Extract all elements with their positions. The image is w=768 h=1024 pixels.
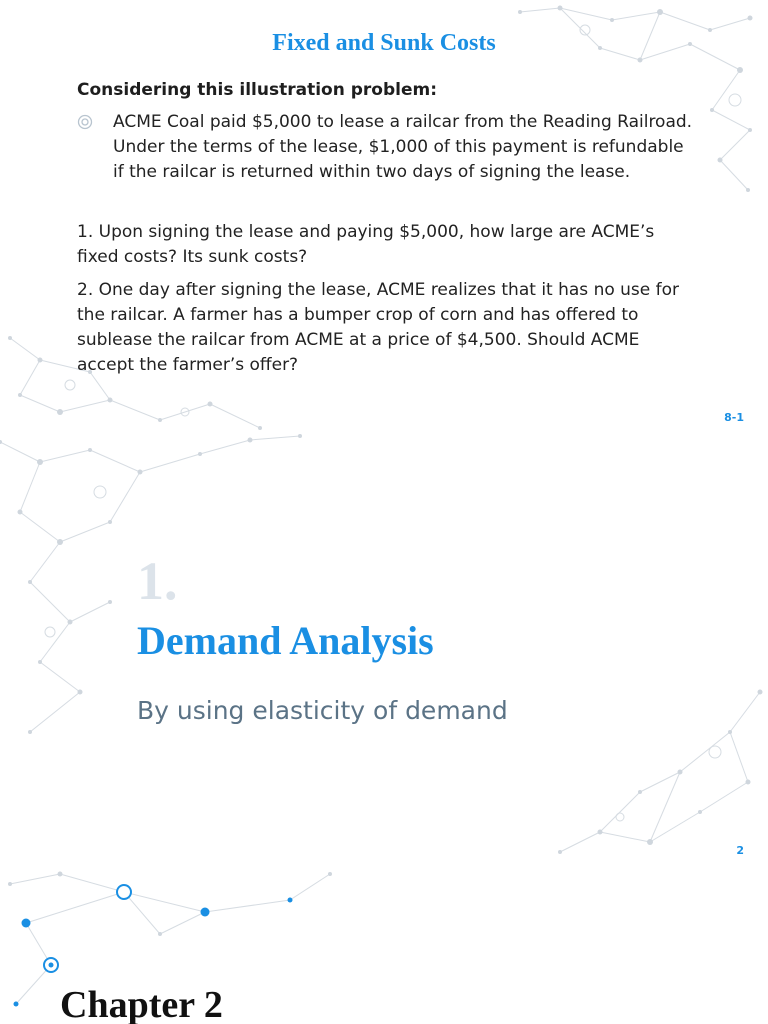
question-2: 2. One day after signing the lease, ACME realizes that it has no use for the railcar. A farmer has a bumper crop of corn and has offered to sublease the railcar from ACME at a price of $4,500. Should ACME accept the farmer’s offer? [77,280,680,375]
section-subtitle: By using elasticity of demand [137,696,508,725]
blue-dot-node [288,898,293,903]
bullet-text: ACME Coal paid $5,000 to lease a railcar from the Reading Railroad. Under the terms of the lease, $1,000 of this payment is refundable if the railcar is returned within two days of signing the lease. [113,112,693,182]
page-number: 8-1 [724,411,744,424]
blue-dot-node [14,1002,19,1007]
section-title: Demand Analysis [137,618,434,663]
blue-dot-node [201,908,210,917]
bullet-item [77,110,697,185]
ring-bullet-icon [77,114,93,130]
blue-dot-node [22,919,31,928]
section-number: 1. [137,551,178,611]
page-number: 2 [736,844,744,857]
slide-chapter-2 [0,864,768,1024]
slide-demand-analysis [0,432,768,864]
slide-fixed-and-sunk-costs [0,0,768,432]
slide-title: Fixed and Sunk Costs [272,30,496,56]
intro-heading: Considering this illustration problem: [77,80,438,100]
question-1: 1. Upon signing the lease and paying $5,000, how large are ACME’s fixed costs? Its sunk costs? [77,222,655,267]
blue-ring-node [117,885,131,899]
chapter-title: Chapter 2 [60,984,223,1024]
